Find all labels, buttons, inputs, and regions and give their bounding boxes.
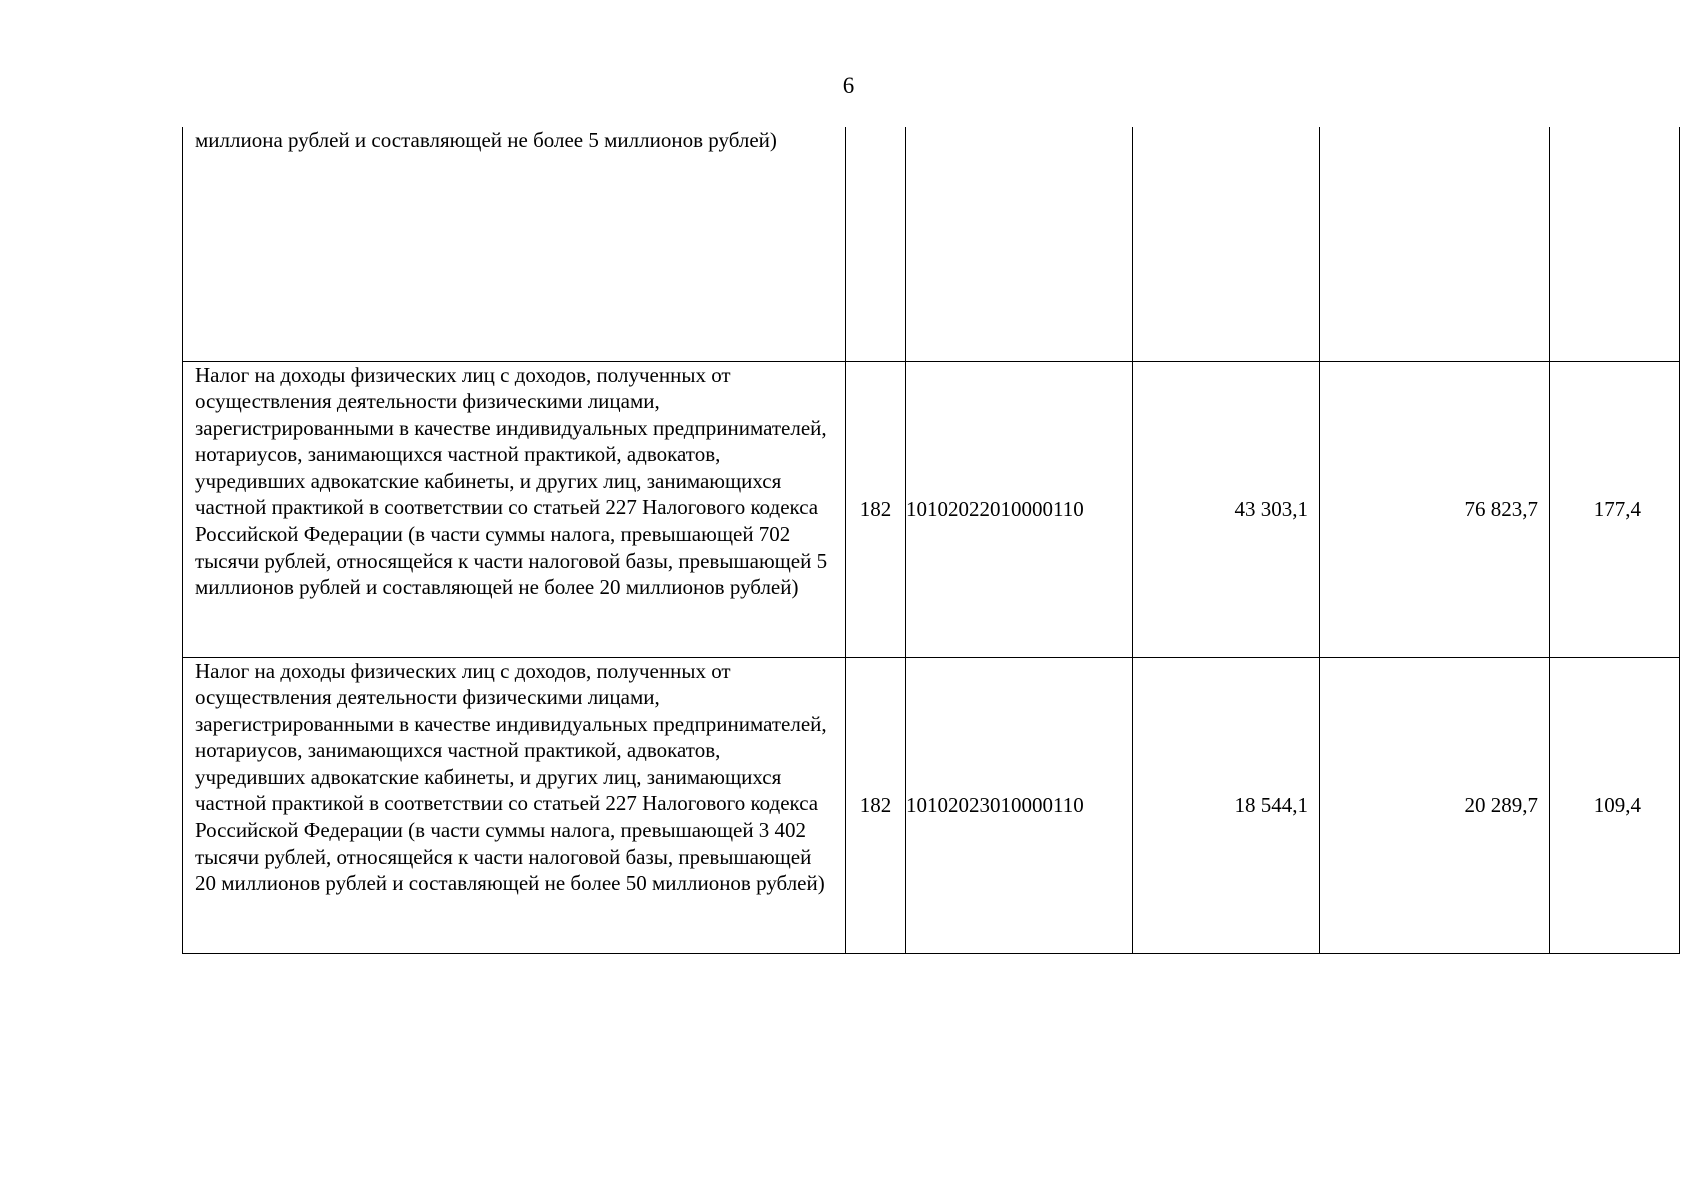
revenue-name-cell <box>183 361 846 657</box>
value-1-cell: 43 303,1 <box>1133 361 1320 657</box>
budget-code-cell: 10102023010000110 <box>906 657 1133 953</box>
revenue-name-cell <box>183 127 846 361</box>
value-2-cell <box>1320 127 1550 361</box>
budget-code-cell: 10102022010000110 <box>906 361 1133 657</box>
page-number: 6 <box>842 73 855 98</box>
table-row <box>183 657 1680 953</box>
percent-cell: 177,4 <box>1550 361 1680 657</box>
value-1-cell <box>1133 127 1320 361</box>
budget-code-cell <box>906 127 1133 361</box>
percent-cell: 109,4 <box>1550 657 1680 953</box>
table-row <box>183 127 1680 361</box>
revenue-name: Налог на доходы физических лиц с доходов, полученных от осуществления деятельности физическими лицами, зарегистрированными в качестве индивидуальных предпринимателей, нотариусов, занимающихся частной практикой, адвокатов, учредивших адвокатские кабинеты, и других лиц, занимающихся частной практикой в соответствии со статьей 227 Налогового кодекса Российской Федерации (в части суммы налога, превышающей 3 402 тысячи рублей, относящейся к части налоговой базы, превышающей 20 миллионов рублей и составляющей не более 50 миллионов рублей) <box>195 658 827 896</box>
value-2-cell: 20 289,7 <box>1320 657 1550 953</box>
percent-cell <box>1550 127 1680 361</box>
revenue-name: миллиона рублей и составляющей не более 5 миллионов рублей) <box>195 128 777 152</box>
revenue-name-cell <box>183 657 846 953</box>
value-2-cell: 76 823,7 <box>1320 361 1550 657</box>
revenue-table <box>182 127 1680 954</box>
table-row <box>183 361 1680 657</box>
admin-code-cell: 182 <box>846 361 906 657</box>
admin-code-cell <box>846 127 906 361</box>
value-1-cell: 18 544,1 <box>1133 657 1320 953</box>
admin-code-cell: 182 <box>846 657 906 953</box>
revenue-name: Налог на доходы физических лиц с доходов, полученных от осуществления деятельности физическими лицами, зарегистрированными в качестве индивидуальных предпринимателей, нотариусов, занимающихся частной практикой, адвокатов, учредивших адвокатские кабинеты, и других лиц, занимающихся частной практикой в соответствии со статьей 227 Налогового кодекса Российской Федерации (в части суммы налога, превышающей 702 тысячи рублей, относящейся к части налоговой базы, превышающей 5 миллионов рублей и составляющей не более 20 миллионов рублей) <box>195 362 828 600</box>
